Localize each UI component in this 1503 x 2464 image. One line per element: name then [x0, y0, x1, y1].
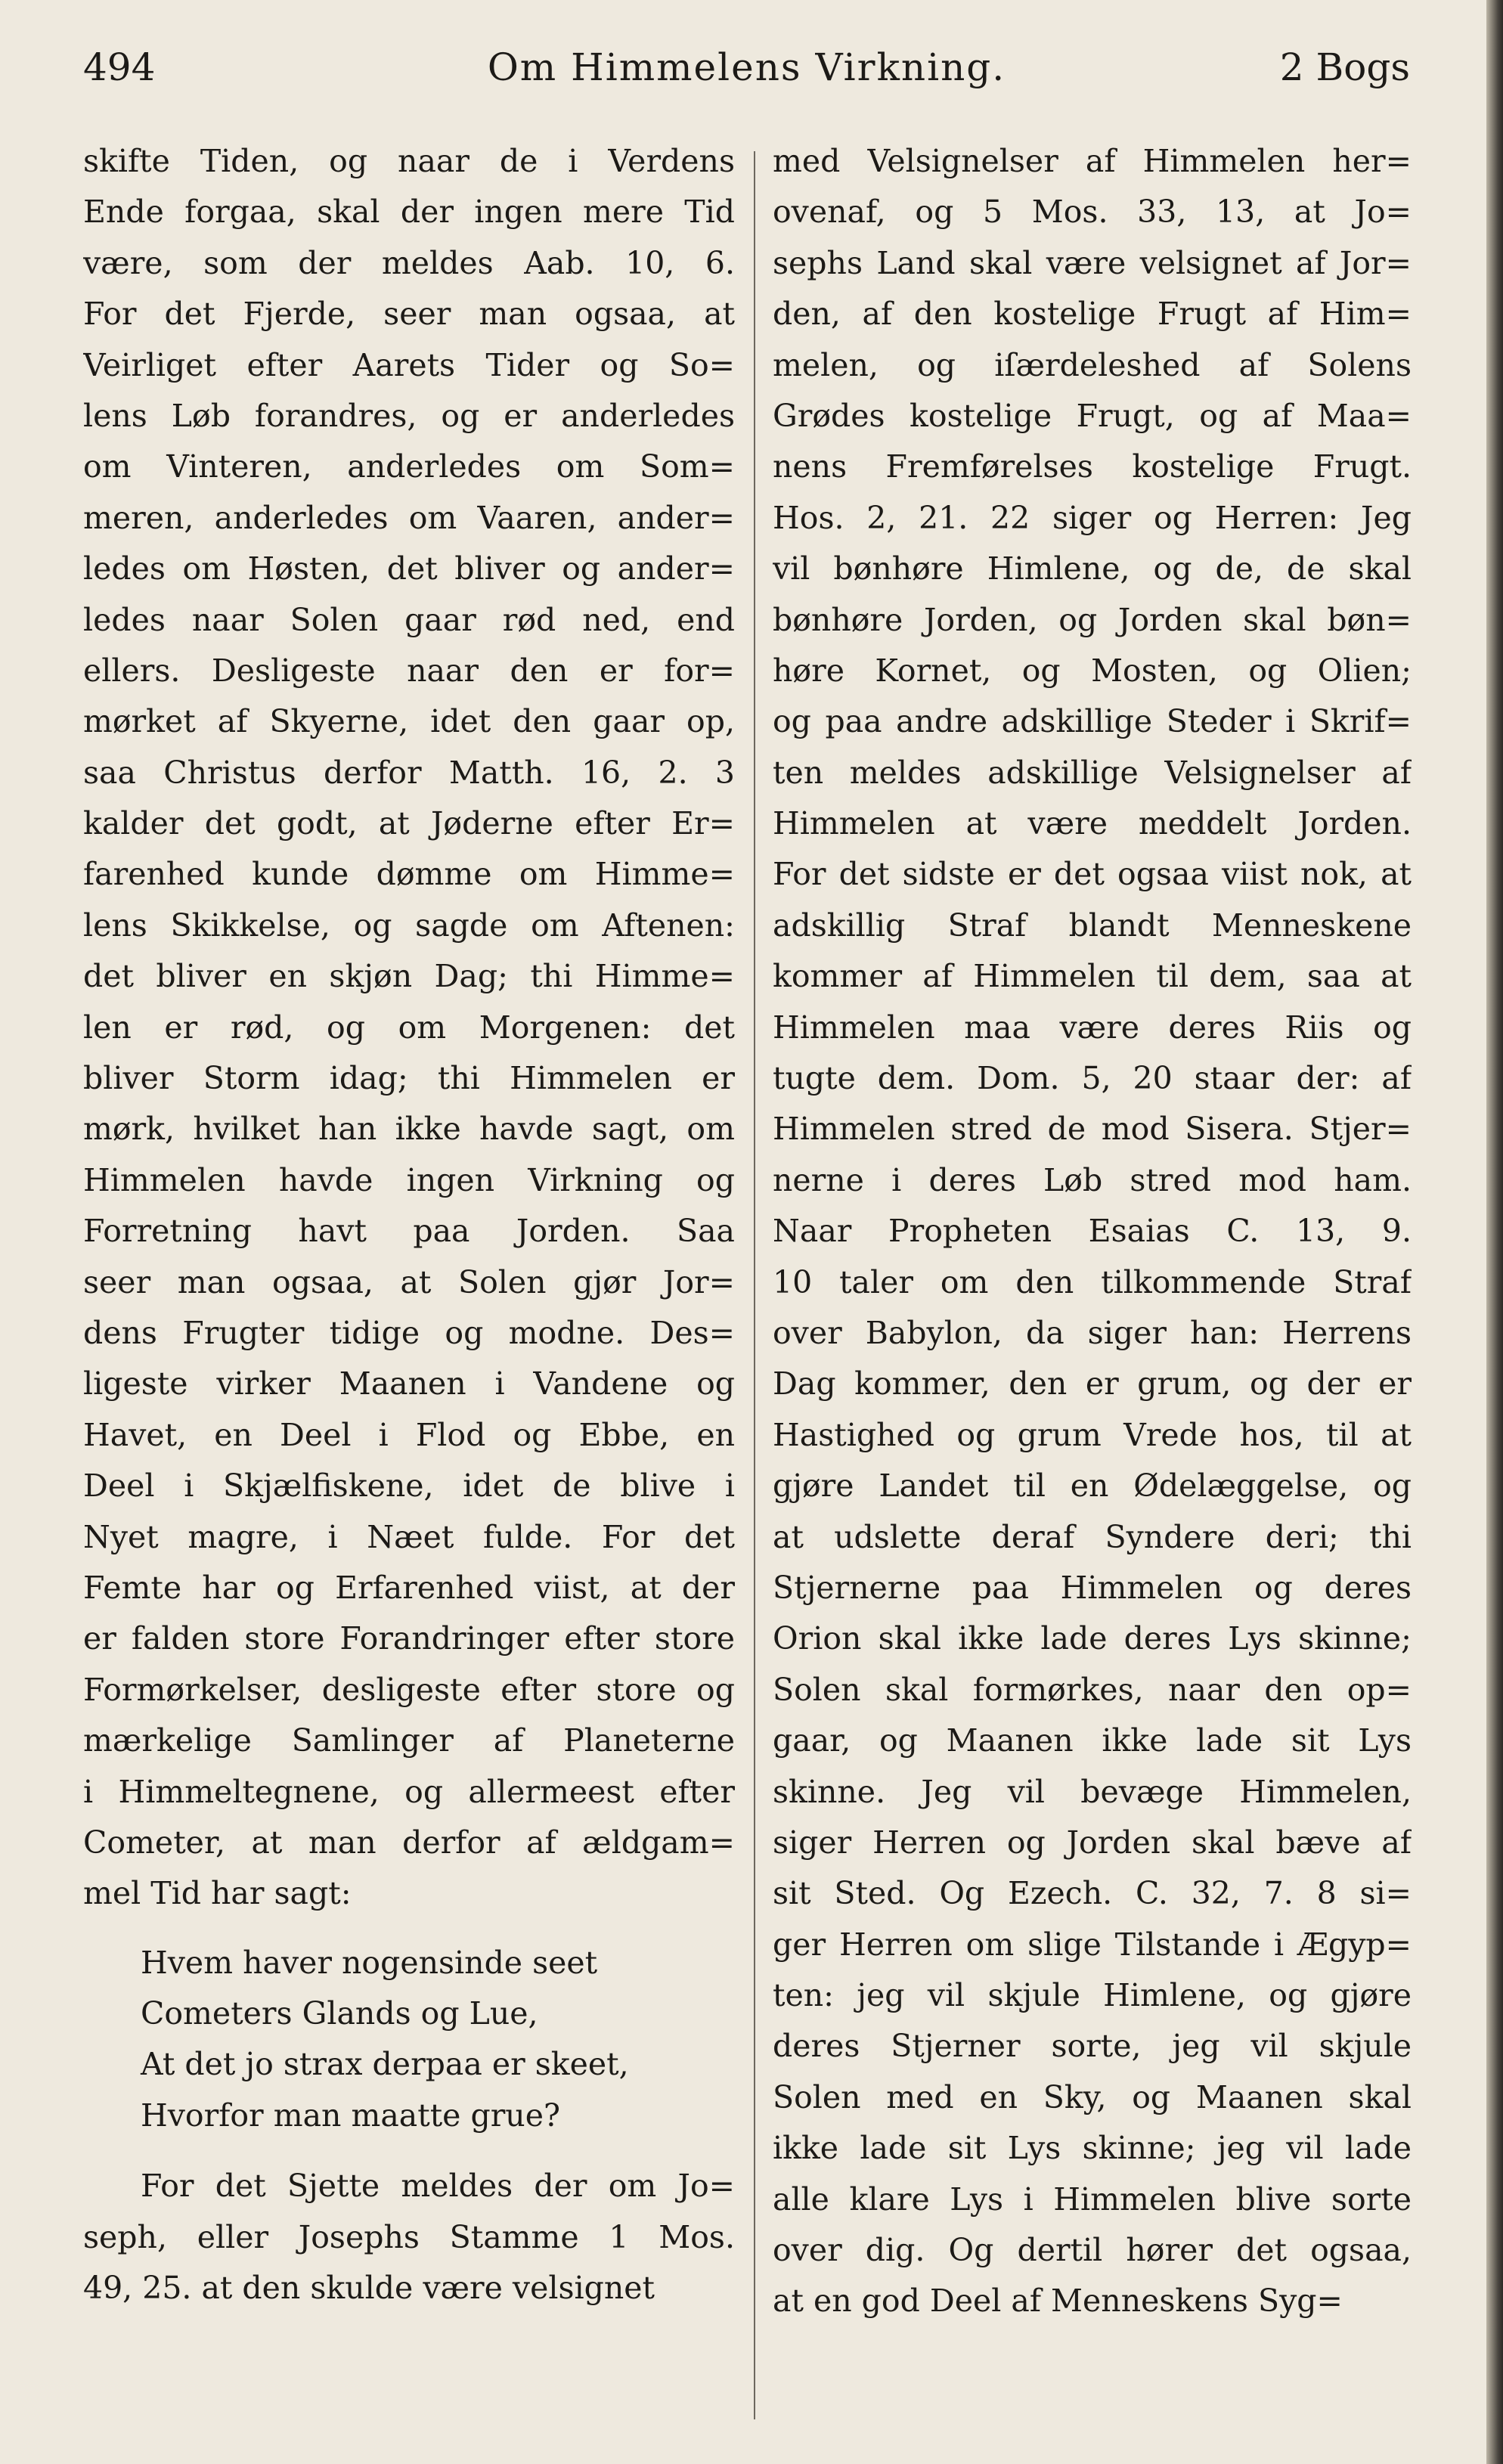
right-column [773, 136, 1412, 2327]
text-line: med Velsignelser af Himmelen her= [773, 143, 1412, 179]
text-line: Orion skal ikke lade deres Lys skinne; [773, 1620, 1412, 1657]
running-title: Om Himmelens Virkning. [487, 45, 1006, 89]
text-line: mærkelige Samlinger af Planeterne [83, 1722, 735, 1759]
text-line: være, som der meldes Aab. 10, 6. [83, 244, 735, 281]
text-line: alle klare Lys i Himmelen blive sorte [773, 2180, 1412, 2218]
text-line: Dag kommer, den er grum, og der er [773, 1365, 1412, 1402]
text-line: tugte dem. Dom. 5, 20 staar der: af [773, 1060, 1412, 1097]
text-line: lens Skikkelse, og sagde om Aftenen: [83, 907, 735, 944]
text-line: Ende forgaa, skal der ingen mere Tid [83, 194, 735, 231]
text-line: Himmelen at være meddelt Jorden. [773, 805, 1412, 842]
text-line: ledes om Høsten, det bliver og ander= [83, 550, 735, 587]
text-line: bønhøre Jorden, og Jorden skal bøn= [773, 601, 1412, 638]
page-number: 494 [83, 45, 156, 89]
text-line: seer man ogsaa, at Solen gjør Jor= [83, 1263, 735, 1300]
text-line: den, af den kostelige Frugt af Him= [773, 296, 1412, 333]
text-line: Naar Propheten Esaias C. 13, 9. [773, 1213, 1412, 1250]
text-line: For det Sjette meldes der om Jo= [141, 2168, 735, 2205]
text-line: deres Stjerner sorte, jeg vil skjule [773, 2028, 1412, 2065]
text-line: at en god Deel af Menneskens Syg= [773, 2283, 1343, 2320]
text-line: mørket af Skyerne, idet den gaar op, [83, 703, 735, 740]
poem-line: Hvem haver nogensinde seet [141, 1944, 598, 1981]
text-line: lens Løb forandres, og er anderledes [83, 397, 735, 434]
text-line: Himmelen havde ingen Virkning og [83, 1161, 735, 1198]
text-line: skinne. Jeg vil bevæge Himmelen, [773, 1773, 1412, 1810]
column-divider [754, 151, 755, 2419]
text-line: len er rød, og om Morgenen: det [83, 1009, 735, 1046]
text-line: For det sidste er det ogsaa viist nok, at [773, 856, 1412, 893]
text-line: For det Fjerde, seer man ogsaa, at [83, 296, 735, 333]
left-column-text [83, 136, 735, 1920]
text-line: sephs Land skal være velsignet af Jor= [773, 244, 1412, 281]
text-line: siger Herren og Jorden skal bæve af [773, 1824, 1412, 1861]
text-line: Hos. 2, 21. 22 siger og Herren: Jeg [773, 499, 1412, 536]
text-line: Himmelen maa være deres Riis og [773, 1009, 1412, 1046]
text-line: ligeste virker Maanen i Vandene og [83, 1365, 735, 1402]
text-line: sit Sted. Og Ezech. C. 32, 7. 8 si= [773, 1875, 1412, 1912]
text-line: Forretning havt paa Jorden. Saa [83, 1213, 735, 1250]
text-line: meren, anderledes om Vaaren, ander= [83, 499, 735, 536]
text-line: Stjernerne paa Himmelen og deres [773, 1569, 1412, 1606]
left-column [83, 136, 735, 2314]
text-line: at udslette deraf Syndere deri; thi [773, 1518, 1412, 1555]
text-line: ledes naar Solen gaar rød ned, end [83, 601, 735, 638]
text-line: ellers. Desligeste naar den er for= [83, 652, 735, 689]
text-line: Havet, en Deel i Flod og Ebbe, en [83, 1416, 735, 1453]
text-line: Grødes kostelige Frugt, og af Maa= [773, 397, 1412, 434]
text-line: nerne i deres Løb stred mod ham. [773, 1161, 1412, 1198]
text-line: saa Christus derfor Matth. 16, 2. 3 [83, 754, 735, 791]
text-line: 49, 25. at den skulde være velsignet [83, 2270, 655, 2307]
text-line: farenhed kunde dømme om Himme= [83, 856, 735, 893]
running-section: 2 Bogs [1279, 45, 1410, 89]
text-line: gjøre Landet til en Ødelæggelse, og [773, 1468, 1412, 1505]
poem-line: Hvorfor man maatte grue? [141, 2097, 560, 2134]
page-edge-shadow [1486, 0, 1503, 2464]
text-line: skifte Tiden, og naar de i Verdens [83, 143, 735, 179]
text-line: Hastighed og grum Vrede hos, til at [773, 1416, 1412, 1453]
text-line: over Babylon, da siger han: Herrens [773, 1314, 1412, 1351]
text-line: Veirliget efter Aarets Tider og So= [83, 346, 735, 383]
text-line: kommer af Himmelen til dem, saa at [773, 958, 1412, 995]
text-line: Femte har og Erfarenhed viist, at der [83, 1569, 735, 1606]
text-line: Solen med en Sky, og Maanen skal [773, 2078, 1412, 2115]
text-line: dens Frugter tidige og modne. Des= [83, 1314, 735, 1351]
text-line: melen, og iſærdeleshed af Solens [773, 346, 1412, 383]
text-line: og paa andre adskillige Steder i Skrif= [773, 703, 1412, 740]
poem-line: At det jo strax derpaa er skeet, [141, 2046, 629, 2083]
text-line: Nyet magre, i Næet fulde. For det [83, 1518, 735, 1555]
text-line: ten meldes adskillige Velsignelser af [773, 754, 1412, 791]
right-column-text [773, 136, 1412, 2327]
text-line: seph, eller Josephs Stamme 1 Mos. [83, 2218, 735, 2255]
text-line: i Himmeltegnene, og allermeest efter [83, 1773, 735, 1810]
poem-verse [83, 1938, 735, 2142]
left-column-continuation [83, 2161, 735, 2314]
text-line: adskillig Straf blandt Menneskene [773, 907, 1412, 944]
text-line: gaar, og Maanen ikke lade sit Lys [773, 1722, 1412, 1759]
text-line: det bliver en skjøn Dag; thi Himme= [83, 958, 735, 995]
text-line: over dig. Og dertil hører det ogsaa, [773, 2232, 1412, 2269]
text-line: Formørkelser, desligeste efter store og [83, 1671, 735, 1708]
poem-line: Cometers Glands og Lue, [141, 1995, 538, 2032]
text-line: ger Herren om slige Tilstande i Ægyp= [773, 1926, 1412, 1963]
text-line: Himmelen stred de mod Sisera. Stjer= [773, 1111, 1412, 1148]
text-line: ikke lade sit Lys skinne; jeg vil lade [773, 2130, 1412, 2167]
text-line: er falden store Forandringer efter store [83, 1620, 735, 1657]
page-header [83, 33, 1410, 101]
text-line: høre Kornet, og Mosten, og Olien; [773, 652, 1412, 689]
text-line: ten: jeg vil skjule Himlene, og gjøre [773, 1977, 1412, 2014]
text-line: Deel i Skjælfiskene, idet de blive i [83, 1468, 735, 1505]
text-line: mel Tid har sagt: [83, 1875, 352, 1912]
text-line: vil bønhøre Himlene, og de, de skal [773, 550, 1412, 587]
text-line: om Vinteren, anderledes om Som= [83, 448, 735, 485]
text-line: 10 taler om den tilkommende Straf [773, 1263, 1412, 1300]
text-line: nens Fremførelses kostelige Frugt. [773, 448, 1412, 485]
text-line: mørk, hvilket han ikke havde sagt, om [83, 1111, 735, 1148]
text-line: ovenaf, og 5 Mos. 33, 13, at Jo= [773, 194, 1412, 231]
text-line: kalder det godt, at Jøderne efter Er= [83, 805, 735, 842]
text-line: bliver Storm idag; thi Himmelen er [83, 1060, 735, 1097]
text-line: Solen skal formørkes, naar den op= [773, 1671, 1412, 1708]
text-line: Cometer, at man derfor af ældgam= [83, 1824, 735, 1861]
